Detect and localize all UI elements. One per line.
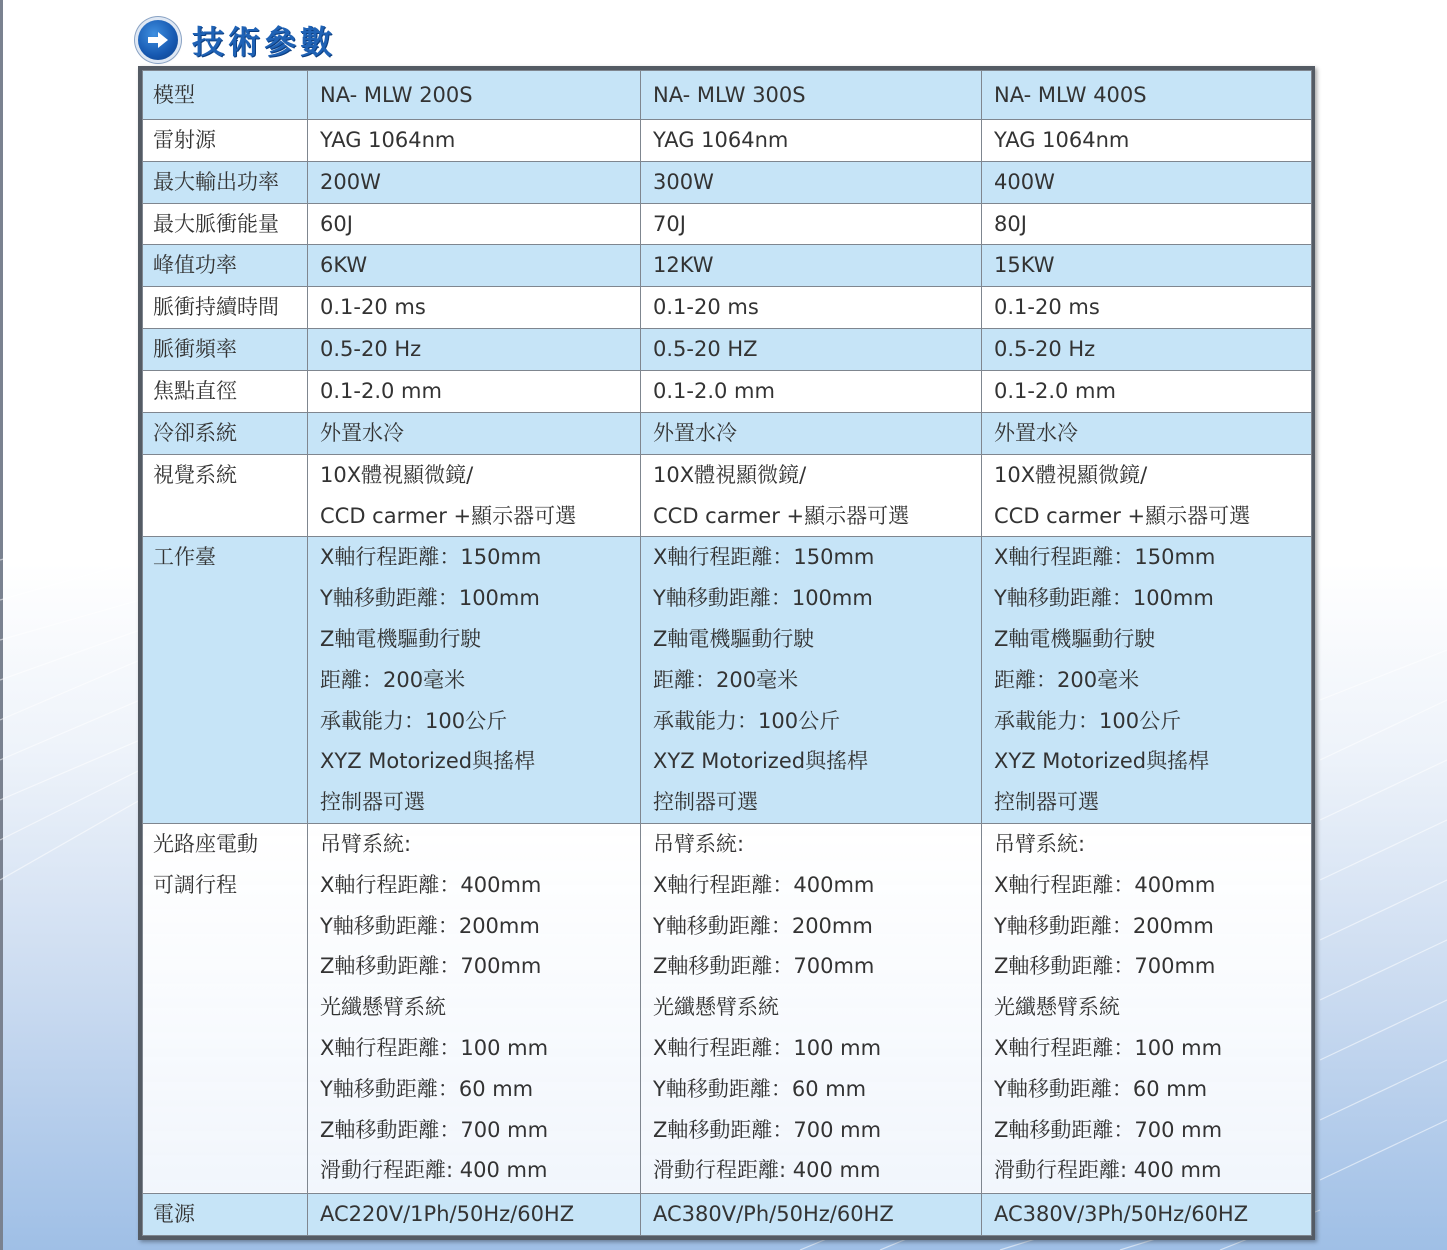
cell-text: X軸行程距離：100 mm [653,1035,882,1060]
table-cell [982,454,1312,537]
cell-text: Z軸電機驅動行駛 [320,626,482,651]
table-cell [982,329,1312,371]
column-header-200s: NA- MLW 200S [308,71,641,120]
cell-text: Y軸移動距離：100mm [653,586,873,611]
cell-text: Y軸移動距離：100mm [994,586,1214,611]
row-label-text: 冷卻系統 [153,420,237,445]
cell-text: X軸行程距離：400mm [653,872,875,897]
table-row [143,287,1312,329]
table-cell [982,161,1312,203]
cell-text: 吊臂系統: [653,831,745,856]
table-header-row [143,71,1312,120]
cell-text: XYZ Motorized與搖桿 [994,749,1210,774]
table-cell [308,245,641,287]
table-row [143,371,1312,413]
cell-text: 60J [320,211,353,236]
table-row [143,823,1312,1193]
table-row [143,245,1312,287]
cell-text: 距離：200毫米 [653,667,799,692]
row-label [143,245,308,287]
row-label [143,412,308,454]
table-cell [982,371,1312,413]
table-cell [641,161,982,203]
table-cell [641,245,982,287]
cell-text: 300W [653,169,714,194]
table-cell [641,1193,982,1235]
cell-text: 6KW [320,253,368,278]
table-row [143,454,1312,537]
cell-text: 控制器可選 [653,790,758,815]
table-cell [308,454,641,537]
cell-text: 10X體視顯微鏡/ [320,462,474,487]
cell-text: Y軸移動距離：60 mm [320,1076,534,1101]
cell-text: Y軸移動距離：200mm [994,913,1214,938]
cell-text: 0.1-2.0 mm [320,379,442,404]
cell-text: 距離：200毫米 [320,667,466,692]
cell-text: X軸行程距離：400mm [994,872,1216,897]
cell-text: X軸行程距離：100 mm [994,1035,1223,1060]
table-cell [641,371,982,413]
cell-text: 滑動行程距離: 400 mm [994,1158,1222,1183]
table-row [143,537,1312,824]
cell-text: 滑動行程距離: 400 mm [653,1158,881,1183]
table-row [143,1193,1312,1235]
table-cell [982,120,1312,162]
cell-text: 12KW [653,253,714,278]
table-cell [641,823,982,1193]
cell-text: AC220V/1Ph/50Hz/60HZ [320,1201,575,1226]
table-cell [308,1193,641,1235]
cell-text: 0.5-20 Hz [994,337,1096,362]
cell-text: 10X體視顯微鏡/ [653,462,807,487]
cell-text: CCD carmer +顯示器可選 [994,503,1251,528]
cell-text: Y軸移動距離：200mm [653,913,873,938]
cell-text: Y軸移動距離：200mm [320,913,540,938]
cell-text: 0.1-20 ms [653,295,759,320]
spec-table [138,66,1315,1240]
column-header-400s: NA- MLW 400S [982,71,1312,120]
cell-text: 承載能力：100公斤 [994,708,1182,733]
table-cell [308,371,641,413]
cell-text: 80J [994,211,1027,236]
cell-text: Z軸移動距離：700 mm [994,1117,1223,1142]
cell-text: 吊臂系統: [994,831,1086,856]
table-row [143,203,1312,245]
cell-text: Z軸電機驅動行駛 [994,626,1156,651]
row-label-text: 電源 [153,1201,195,1226]
cell-text: Z軸移動距離：700 mm [320,1117,549,1142]
table-cell [308,537,641,824]
table-cell [641,454,982,537]
row-label [143,823,308,1193]
cell-text: X軸行程距離：150mm [994,545,1216,570]
cell-text: Z軸移動距離：700 mm [653,1117,882,1142]
cell-text: 0.5-20 Hz [320,337,422,362]
cell-text: 控制器可選 [994,790,1099,815]
table-cell [641,203,982,245]
cell-text: 0.1-20 ms [994,295,1100,320]
row-label [143,203,308,245]
cell-text: 光纖懸臂系統 [653,995,779,1020]
row-label-text: 最大脈衝能量 [153,211,279,236]
row-label-text: 脈衝頻率 [153,337,237,362]
row-label [143,1193,308,1235]
cell-text: 15KW [994,253,1055,278]
row-label [143,537,308,824]
cell-text: 0.5-20 HZ [653,337,758,362]
section-header [138,18,336,62]
table-cell [982,412,1312,454]
table-cell [308,412,641,454]
row-label-text: 焦點直徑 [153,379,237,404]
row-label-text: 工作臺 [153,545,216,570]
cell-text: 距離：200毫米 [994,667,1140,692]
table-cell [308,203,641,245]
table-cell [982,537,1312,824]
row-label [143,371,308,413]
table-cell [641,329,982,371]
cell-text: X軸行程距離：150mm [653,545,875,570]
cell-text: X軸行程距離：150mm [320,545,542,570]
row-label [143,329,308,371]
cell-text: Y軸移動距離：60 mm [653,1076,867,1101]
cell-text: CCD carmer +顯示器可選 [653,503,910,528]
table-cell [982,823,1312,1193]
arrow-right-circle-icon [138,20,178,60]
cell-text: X軸行程距離：100 mm [320,1035,549,1060]
table-row [143,161,1312,203]
cell-text: AC380V/Ph/50Hz/60HZ [653,1201,894,1226]
cell-text: 承載能力：100公斤 [653,708,841,733]
table-cell [982,245,1312,287]
cell-text: 吊臂系統: [320,831,412,856]
cell-text: 外置水冷 [653,420,737,445]
table-cell [308,120,641,162]
row-label [143,454,308,537]
section-title: 技術參數 [192,23,337,61]
cell-text: Z軸移動距離：700mm [653,954,875,979]
cell-text: 光纖懸臂系統 [320,995,446,1020]
table-row [143,329,1312,371]
cell-text: 0.1-2.0 mm [653,379,775,404]
table-cell [641,412,982,454]
table-row [143,412,1312,454]
cell-text: 控制器可選 [320,790,425,815]
table-cell [308,823,641,1193]
cell-text: Y軸移動距離：60 mm [994,1076,1208,1101]
row-label [143,287,308,329]
row-label-text: 視覺系統 [153,462,237,487]
cell-text: Y軸移動距離：100mm [320,586,540,611]
row-label [143,120,308,162]
cell-text: 70J [653,211,686,236]
table-cell [641,120,982,162]
cell-text: 光纖懸臂系統 [994,995,1120,1020]
table-row [143,120,1312,162]
cell-text: 0.1-20 ms [320,295,426,320]
cell-text: 10X體視顯微鏡/ [994,462,1148,487]
row-label-text: 脈衝持續時間 [153,295,279,320]
cell-text: 承載能力：100公斤 [320,708,508,733]
table-cell [982,203,1312,245]
cell-text: XYZ Motorized與搖桿 [653,749,869,774]
cell-text: Z軸移動距離：700mm [320,954,542,979]
cell-text: 400W [994,169,1055,194]
cell-text: CCD carmer +顯示器可選 [320,503,577,528]
cell-text: XYZ Motorized與搖桿 [320,749,536,774]
cell-text: AC380V/3Ph/50Hz/60HZ [994,1201,1249,1226]
cell-text: 200W [320,169,381,194]
table-cell [308,287,641,329]
cell-text: YAG 1064nm [320,128,456,152]
row-label-text: 光路座電動 [153,831,258,856]
table-cell [982,1193,1312,1235]
row-label-text: 雷射源 [153,128,216,152]
cell-text: Z軸移動距離：700mm [994,954,1216,979]
page-edge [0,0,3,1250]
cell-text: Z軸電機驅動行駛 [653,626,815,651]
table-cell [641,537,982,824]
table-cell [308,161,641,203]
row-label-text: 可調行程 [153,872,237,897]
row-label-text: 峰值功率 [153,253,237,278]
cell-text: YAG 1064nm [994,128,1130,152]
column-header-model: 模型 [143,71,308,120]
cell-text: 外置水冷 [320,420,404,445]
table-cell [982,287,1312,329]
table-cell [308,329,641,371]
table-cell [641,287,982,329]
cell-text: 0.1-2.0 mm [994,379,1116,404]
cell-text: YAG 1064nm [653,128,789,152]
cell-text: 滑動行程距離: 400 mm [320,1158,548,1183]
row-label-text: 最大輸出功率 [153,169,279,194]
cell-text: 外置水冷 [994,420,1078,445]
cell-text: X軸行程距離：400mm [320,872,542,897]
column-header-300s: NA- MLW 300S [641,71,982,120]
row-label [143,161,308,203]
